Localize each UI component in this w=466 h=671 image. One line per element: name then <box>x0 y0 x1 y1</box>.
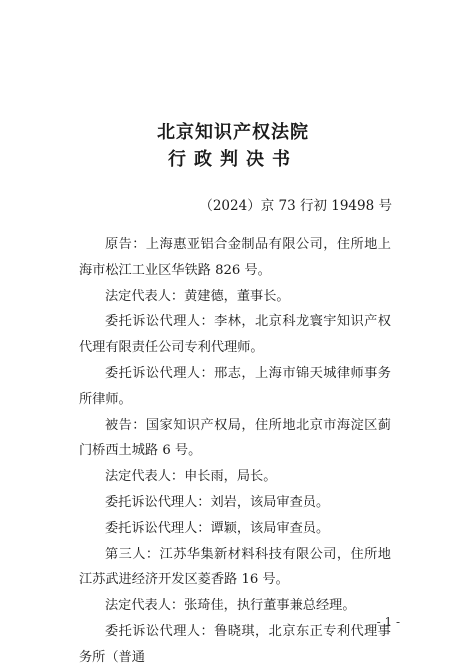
paragraph-plaintiff: 原告：上海惠亚铝合金制品有限公司，住所地上海市松江工业区华铁路 826 号。 <box>79 237 391 278</box>
page-number: - 1 - <box>376 615 400 629</box>
paragraph-plaintiff-legal-rep: 法定代表人：黄建德，董事长。 <box>105 288 290 304</box>
paragraph-plaintiff-agent-1: 委托诉讼代理人：李林，北京科龙寰宇知识产权代理有限责任公司专利代理师。 <box>79 314 391 356</box>
paragraph-third-party-agent: 委托诉讼代理人：鲁晓琪，北京东正专利代理事务所（普通 <box>79 623 391 665</box>
court-name: 北京知识产权法院 <box>157 122 309 143</box>
document-body <box>79 232 391 671</box>
paragraph-defendant: 被告：国家知识产权局，住所地北京市海淀区蓟门桥西土城路 6 号。 <box>79 417 391 459</box>
paragraph-third-party: 第三人：江苏华集新材料科技有限公司，住所地江苏武进经济开发区菱香路 16 号。 <box>79 546 391 588</box>
paragraph-third-party-legal-rep: 法定代表人：张琦佳，执行董事兼总经理。 <box>105 598 356 614</box>
paragraph-defendant-agent-2: 委托诉讼代理人：谭颖，该局审查员。 <box>105 520 330 536</box>
paragraph-defendant-agent-1: 委托诉讼代理人：刘岩，该局审查员。 <box>105 494 330 510</box>
case-number: （2024）京 73 行初 19498 号 <box>199 198 392 214</box>
paragraph-defendant-legal-rep: 法定代表人：申长雨，局长。 <box>105 469 277 485</box>
document-type-title: 行政判决书 <box>168 149 298 170</box>
paragraph-plaintiff-agent-2: 委托诉讼代理人：邢志，上海市锦天城律师事务所律师。 <box>79 365 391 407</box>
